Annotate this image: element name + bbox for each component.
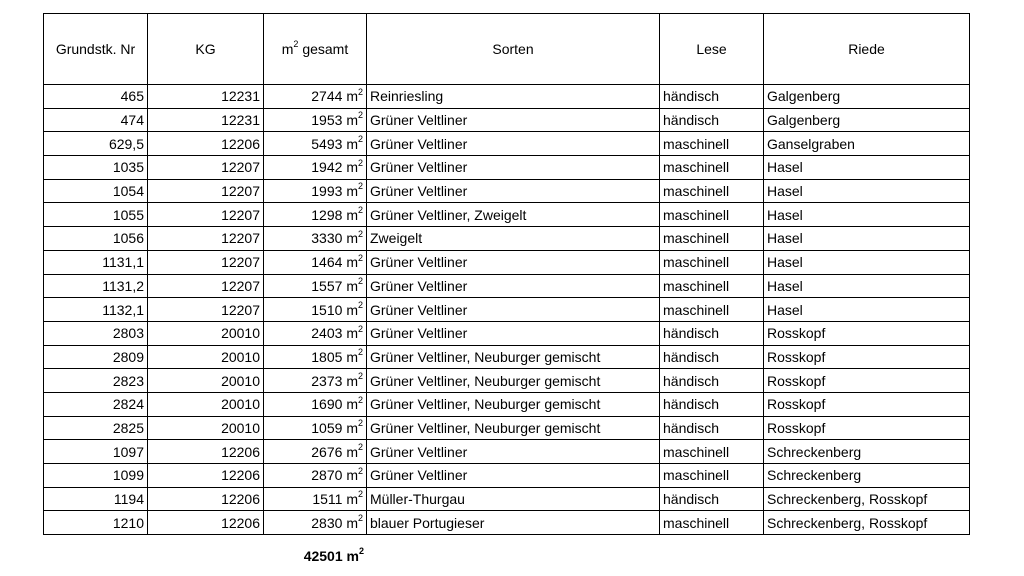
cell-m2-value: 2403 [311, 325, 343, 342]
cell-m2 [264, 132, 367, 156]
cell-riede: Galgenberg [764, 108, 970, 132]
cell-m2 [264, 108, 367, 132]
table-row [44, 321, 970, 345]
cell-m2-unit: m [346, 112, 358, 129]
cell-kg: 12206 [148, 511, 264, 535]
cell-m2-value: 1953 [311, 112, 343, 129]
cell-riede: Hasel [764, 203, 970, 227]
cell-m2-unit: m [346, 467, 358, 484]
table-row [44, 250, 970, 274]
cell-m2 [264, 464, 367, 488]
cell-lese: maschinell [660, 227, 764, 251]
cell-kg: 12207 [148, 179, 264, 203]
cell-m2 [264, 203, 367, 227]
cell-m2-unit: m [346, 396, 358, 413]
cell-m2 [264, 487, 367, 511]
cell-nr: 1054 [44, 179, 148, 203]
cell-m2-exp: 2 [357, 323, 363, 334]
cell-m2-unit: m [346, 159, 358, 176]
cell-riede: Rosskopf [764, 345, 970, 369]
table-row [44, 392, 970, 416]
total-unit: m [346, 548, 359, 564]
table-body [44, 85, 970, 535]
cell-m2 [264, 321, 367, 345]
cell-nr: 1132,1 [44, 298, 148, 322]
cell-sorten: Grüner Veltliner [367, 298, 660, 322]
cell-m2-exp: 2 [357, 465, 363, 476]
cell-sorten: Grüner Veltliner, Neuburger gemischt [367, 416, 660, 440]
table-row [44, 179, 970, 203]
header-m2-exp: 2 [293, 39, 299, 50]
header-riede: Riede [764, 14, 970, 85]
cell-kg: 12206 [148, 440, 264, 464]
total-area [264, 548, 364, 564]
cell-sorten: Grüner Veltliner [367, 321, 660, 345]
table-row [44, 464, 970, 488]
cell-riede: Schreckenberg, Rosskopf [764, 487, 970, 511]
cell-nr: 1056 [44, 227, 148, 251]
cell-nr: 1035 [44, 156, 148, 180]
cell-m2-unit: m [346, 325, 358, 342]
cell-sorten: Grüner Veltliner [367, 156, 660, 180]
cell-m2-exp: 2 [357, 181, 363, 192]
cell-nr: 1055 [44, 203, 148, 227]
cell-kg: 12207 [148, 203, 264, 227]
table-row [44, 85, 970, 109]
cell-nr: 2824 [44, 392, 148, 416]
cell-kg: 12207 [148, 156, 264, 180]
cell-riede: Hasel [764, 298, 970, 322]
cell-riede: Ganselgraben [764, 132, 970, 156]
cell-m2-exp: 2 [357, 134, 363, 145]
cell-m2-unit: m [346, 135, 358, 152]
cell-m2-value: 1993 [311, 183, 343, 200]
header-sorten: Sorten [367, 14, 660, 85]
cell-m2 [264, 416, 367, 440]
cell-m2 [264, 156, 367, 180]
cell-m2-value: 2744 [311, 88, 343, 105]
cell-kg: 12207 [148, 298, 264, 322]
cell-m2-unit: m [346, 254, 358, 271]
table-row [44, 227, 970, 251]
cell-sorten: Müller-Thurgau [367, 487, 660, 511]
header-grundstk-nr: Grundstk. Nr [44, 14, 148, 85]
cell-lese: händisch [660, 392, 764, 416]
cell-nr: 474 [44, 108, 148, 132]
cell-m2-exp: 2 [357, 299, 363, 310]
cell-riede: Schreckenberg [764, 464, 970, 488]
cell-lese: händisch [660, 108, 764, 132]
cell-nr: 1194 [44, 487, 148, 511]
cell-riede: Hasel [764, 227, 970, 251]
cell-m2 [264, 345, 367, 369]
cell-riede: Rosskopf [764, 416, 970, 440]
cell-kg: 12231 [148, 85, 264, 109]
cell-nr: 1097 [44, 440, 148, 464]
cell-riede: Rosskopf [764, 369, 970, 393]
cell-m2-exp: 2 [357, 370, 363, 381]
cell-riede: Rosskopf [764, 321, 970, 345]
cell-lese: händisch [660, 416, 764, 440]
cell-m2-unit: m [346, 230, 358, 247]
cell-m2-unit: m [346, 88, 358, 105]
cell-kg: 20010 [148, 416, 264, 440]
cell-m2-exp: 2 [357, 418, 363, 429]
table-row [44, 345, 970, 369]
cell-m2-unit: m [346, 514, 358, 531]
cell-m2-exp: 2 [357, 252, 363, 263]
cell-lese: maschinell [660, 298, 764, 322]
header-m2-label: gesamt [302, 41, 349, 57]
cell-m2-value: 2830 [311, 514, 343, 531]
cell-m2-unit: m [346, 348, 358, 365]
cell-m2-unit: m [346, 183, 358, 200]
cell-riede: Schreckenberg [764, 440, 970, 464]
cell-sorten: Grüner Veltliner [367, 440, 660, 464]
vineyard-parcel-table [43, 13, 970, 535]
cell-riede: Hasel [764, 250, 970, 274]
cell-lese: händisch [660, 487, 764, 511]
cell-m2-value: 1464 [311, 254, 343, 271]
table-header-row [44, 14, 970, 85]
cell-nr: 2823 [44, 369, 148, 393]
cell-lese: händisch [660, 321, 764, 345]
cell-sorten: Grüner Veltliner, Neuburger gemischt [367, 369, 660, 393]
table-row [44, 132, 970, 156]
cell-riede: Hasel [764, 274, 970, 298]
cell-m2-value: 1942 [311, 159, 343, 176]
cell-m2-exp: 2 [357, 394, 363, 405]
cell-sorten: Grüner Veltliner [367, 132, 660, 156]
cell-m2-value: 2373 [311, 372, 343, 389]
cell-sorten: Grüner Veltliner [367, 250, 660, 274]
table-row [44, 203, 970, 227]
cell-nr: 2803 [44, 321, 148, 345]
cell-m2-exp: 2 [357, 228, 363, 239]
table-row [44, 416, 970, 440]
cell-sorten: Grüner Veltliner [367, 108, 660, 132]
table-row [44, 487, 970, 511]
cell-m2-value: 3330 [311, 230, 343, 247]
cell-lese: händisch [660, 85, 764, 109]
cell-m2-value: 1557 [311, 277, 343, 294]
cell-lese: händisch [660, 345, 764, 369]
cell-kg: 12206 [148, 132, 264, 156]
cell-m2 [264, 511, 367, 535]
cell-kg: 12231 [148, 108, 264, 132]
cell-m2-exp: 2 [357, 157, 363, 168]
table-row [44, 274, 970, 298]
cell-kg: 20010 [148, 369, 264, 393]
cell-m2 [264, 440, 367, 464]
cell-nr: 1131,2 [44, 274, 148, 298]
cell-sorten: Grüner Veltliner [367, 464, 660, 488]
cell-riede: Hasel [764, 156, 970, 180]
cell-lese: maschinell [660, 203, 764, 227]
cell-riede: Hasel [764, 179, 970, 203]
cell-m2 [264, 298, 367, 322]
cell-riede: Galgenberg [764, 85, 970, 109]
cell-m2-value: 1059 [311, 419, 343, 436]
cell-lese: maschinell [660, 440, 764, 464]
cell-m2-unit: m [346, 277, 358, 294]
cell-sorten: Zweigelt [367, 227, 660, 251]
cell-lese: maschinell [660, 274, 764, 298]
cell-nr: 629,5 [44, 132, 148, 156]
cell-m2-value: 1805 [311, 348, 343, 365]
cell-m2-value: 5493 [311, 135, 343, 152]
cell-kg: 12206 [148, 464, 264, 488]
cell-nr: 1131,1 [44, 250, 148, 274]
cell-kg: 20010 [148, 321, 264, 345]
cell-kg: 20010 [148, 345, 264, 369]
cell-nr: 2809 [44, 345, 148, 369]
cell-m2 [264, 250, 367, 274]
cell-m2-unit: m [346, 372, 358, 389]
cell-m2-value: 2676 [311, 443, 343, 460]
cell-m2-exp: 2 [357, 86, 363, 97]
cell-m2-exp: 2 [357, 442, 363, 452]
cell-lese: maschinell [660, 132, 764, 156]
cell-m2 [264, 227, 367, 251]
cell-sorten: Reinriesling [367, 85, 660, 109]
total-value: 42501 [303, 548, 343, 564]
table-row [44, 440, 970, 464]
cell-m2-unit: m [346, 491, 358, 508]
cell-m2-exp: 2 [357, 489, 363, 500]
cell-m2-unit: m [346, 419, 358, 436]
table-row [44, 108, 970, 132]
cell-m2 [264, 179, 367, 203]
cell-lese: maschinell [660, 179, 764, 203]
cell-m2-exp: 2 [357, 347, 363, 358]
table-row [44, 298, 970, 322]
cell-sorten: Grüner Veltliner, Neuburger gemischt [367, 392, 660, 416]
cell-lese: maschinell [660, 156, 764, 180]
cell-lese: maschinell [660, 250, 764, 274]
cell-sorten: Grüner Veltliner [367, 179, 660, 203]
cell-m2-value: 1510 [311, 301, 343, 318]
cell-m2 [264, 392, 367, 416]
cell-sorten: Grüner Veltliner, Neuburger gemischt [367, 345, 660, 369]
header-m2-gesamt [264, 14, 367, 85]
cell-m2 [264, 85, 367, 109]
cell-riede: Schreckenberg, Rosskopf [764, 511, 970, 535]
cell-m2-exp: 2 [357, 205, 363, 216]
cell-m2-unit: m [346, 301, 358, 318]
table-row [44, 369, 970, 393]
cell-nr: 1210 [44, 511, 148, 535]
total-exp: 2 [358, 546, 364, 557]
cell-lese: maschinell [660, 464, 764, 488]
cell-kg: 20010 [148, 392, 264, 416]
cell-m2-exp: 2 [357, 276, 363, 287]
cell-kg: 12207 [148, 274, 264, 298]
header-lese: Lese [660, 14, 764, 85]
header-m2-unit: m [281, 41, 294, 57]
cell-m2-value: 1298 [311, 206, 343, 223]
cell-m2-value: 1511 [312, 491, 343, 508]
cell-m2-exp: 2 [357, 513, 363, 524]
cell-sorten: blauer Portugieser [367, 511, 660, 535]
cell-lese: maschinell [660, 511, 764, 535]
cell-m2 [264, 274, 367, 298]
cell-lese: händisch [660, 369, 764, 393]
header-kg: KG [148, 14, 264, 85]
cell-nr: 465 [44, 85, 148, 109]
cell-kg: 12206 [148, 487, 264, 511]
table-row [44, 156, 970, 180]
cell-m2-unit: m [346, 443, 358, 460]
cell-m2-exp: 2 [357, 110, 363, 121]
cell-sorten: Grüner Veltliner, Zweigelt [367, 203, 660, 227]
table-row [44, 511, 970, 535]
cell-sorten: Grüner Veltliner [367, 274, 660, 298]
cell-m2-value: 1690 [311, 396, 343, 413]
cell-kg: 12207 [148, 227, 264, 251]
cell-m2-value: 2870 [311, 467, 343, 484]
cell-m2 [264, 369, 367, 393]
cell-kg: 12207 [148, 250, 264, 274]
cell-riede: Rosskopf [764, 392, 970, 416]
cell-nr: 2825 [44, 416, 148, 440]
cell-nr: 1099 [44, 464, 148, 488]
cell-m2-unit: m [346, 206, 358, 223]
